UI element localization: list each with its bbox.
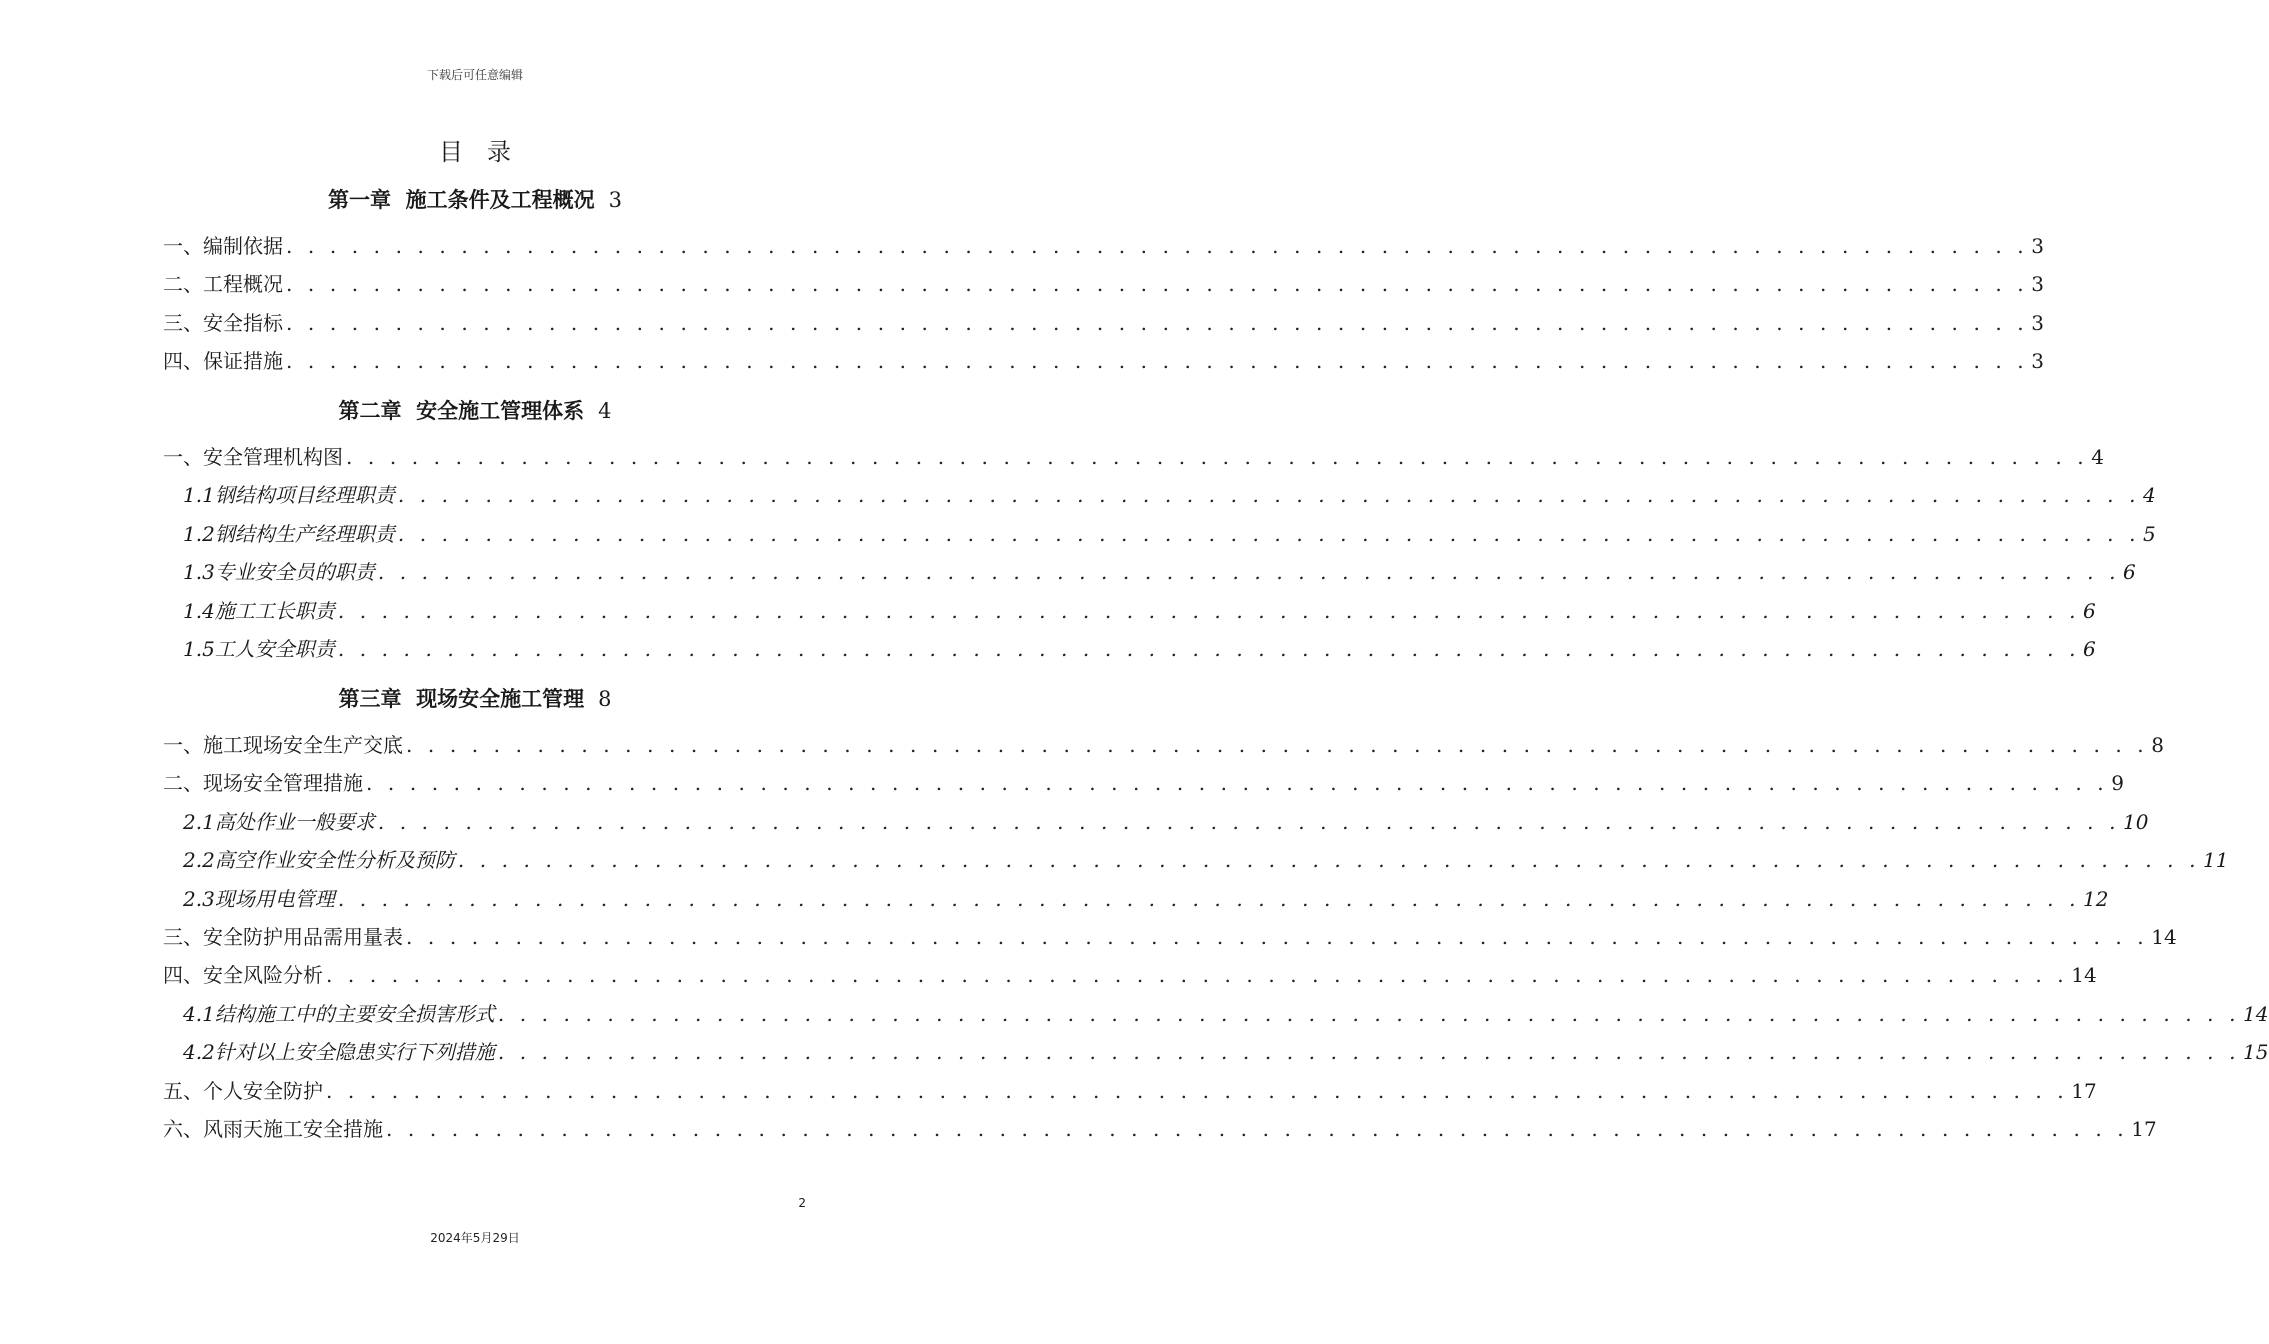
chapter-page-number: 4 [598, 399, 612, 423]
toc-subentry[interactable] [183, 634, 2096, 664]
chapter-heading[interactable] [0, 184, 950, 214]
toc-entry[interactable] [163, 1114, 2157, 1144]
dot-leader: . . . . . . . . . . . . . . . . . . . . . . . . . . . . . . . . . . . . . . . . . . . . . . . . . . . . . . . . . . . . . . . . . . . . . . . . . . . . . . . . [286, 310, 2029, 335]
chapter-title: 第一章 施工条件及工程概况 [328, 188, 595, 212]
dot-leader: . . . . . . . . . . . . . . . . . . . . . . . . . . . . . . . . . . . . . . . . . . . . . . . . . . . . . . . . . . . . . . . . . . . . . . . . . . . . . . . . [286, 349, 2029, 374]
dot-leader: . . . . . . . . . . . . . . . . . . . . . . . . . . . . . . . . . . . . . . . . . . . . . . . . . . . . . . . . . . . . . . . . . . . . . . . . . . . . . . . . [286, 234, 2029, 258]
toc-entry-label: 4.1结构施工中的主要安全损害形式 [183, 1001, 495, 1026]
toc-entry-label: 五、个人安全防护 [163, 1078, 323, 1103]
toc-entry-page: 3 [2031, 310, 2044, 335]
dot-leader: . . . . . . . . . . . . . . . . . . . . . . . . . . . . . . . . . . . . . . . . . . . . . . . . . . . . . . . . . . . . . . . . . . . . . . . . . . . . . . . . [497, 1040, 2241, 1065]
toc-entry[interactable] [163, 346, 2044, 376]
toc-entry[interactable] [163, 1076, 2097, 1106]
dot-leader: . . . . . . . . . . . . . . . . . . . . . . . . . . . . . . . . . . . . . . . . . . . . . . . . . . . . . . . . . . . . . . . . . . . . . . . . . . . . . . . . [457, 848, 2201, 873]
dot-leader: . . . . . . . . . . . . . . . . . . . . . . . . . . . . . . . . . . . . . . . . . . . . . . . . . . . . . . . . . . . . . . . . . . . . . . . . . . . . . . . . [397, 483, 2141, 508]
toc-entry-label: 一、安全管理机构图 [163, 445, 343, 469]
toc-entry-page: 6 [2123, 560, 2136, 585]
chapter-page-number: 8 [598, 687, 612, 711]
toc-title: 目录 [439, 138, 535, 166]
toc-entry[interactable] [163, 960, 2097, 990]
dot-leader: . . . . . . . . . . . . . . . . . . . . . . . . . . . . . . . . . . . . . . . . . . . . . . . . . . . . . . . . . . . . . . . . . . . . . . . . . . . . . . . . [337, 637, 2081, 661]
toc-entry-page: 4 [2091, 445, 2104, 469]
toc-entry-label: 2.2高空作业安全性分析及预防 [183, 848, 455, 873]
chapter-title: 第二章 安全施工管理体系 [338, 399, 585, 423]
toc-entry[interactable] [163, 231, 2044, 261]
toc-entry-page: 3 [2031, 349, 2044, 374]
toc-entry-page: 9 [2111, 771, 2124, 796]
dot-leader: . . . . . . . . . . . . . . . . . . . . . . . . . . . . . . . . . . . . . . . . . . . . . . . . . . . . . . . . . . . . . . . . . . . . . . . . . . . . . . . . [497, 1001, 2241, 1026]
toc-subentry[interactable] [183, 845, 2229, 875]
dot-leader: . . . . . . . . . . . . . . . . . . . . . . . . . . . . . . . . . . . . . . . . . . . . . . . . . . . . . . . . . . . . . . . . . . . . . . . . . . . . . . . . [397, 521, 2141, 546]
toc-entry-page: 3 [2031, 272, 2044, 297]
dot-leader: . . . . . . . . . . . . . . . . . . . . . . . . . . . . . . . . . . . . . . . . . . . . . . . . . . . . . . . . . . . . . . . . . . . . . . . . . . . . . . . . [406, 733, 2149, 757]
toc-subentry[interactable] [183, 596, 2096, 626]
toc-entry-page: 11 [2203, 848, 2229, 873]
toc-entry-label: 一、编制依据 [163, 234, 283, 258]
dot-leader: . . . . . . . . . . . . . . . . . . . . . . . . . . . . . . . . . . . . . . . . . . . . . . . . . . . . . . . . . . . . . . . . . . . . . . . . . . . . . . . . [366, 771, 2109, 796]
toc-entry-page: 8 [2151, 733, 2164, 757]
toc-entry-label: 1.5工人安全职责 [183, 637, 335, 661]
toc-entry-page: 3 [2031, 234, 2044, 258]
dot-leader: . . . . . . . . . . . . . . . . . . . . . . . . . . . . . . . . . . . . . . . . . . . . . . . . . . . . . . . . . . . . . . . . . . . . . . . . . . . . . . . . [346, 445, 2089, 469]
footer-date: 2024年5月29日 [430, 1231, 520, 1245]
toc-entry-label: 2.1高处作业一般要求 [183, 809, 375, 834]
toc-subentry[interactable] [183, 884, 2109, 914]
toc-entry-page: 14 [2243, 1001, 2269, 1026]
dot-leader: . . . . . . . . . . . . . . . . . . . . . . . . . . . . . . . . . . . . . . . . . . . . . . . . . . . . . . . . . . . . . . . . . . . . . . . . . . . . . . . . [337, 598, 2081, 623]
chapter-title: 第三章 现场安全施工管理 [338, 687, 585, 711]
toc-entry-label: 1.1钢结构项目经理职责 [183, 483, 395, 508]
toc-entry-page: 12 [2083, 886, 2109, 911]
dot-leader: . . . . . . . . . . . . . . . . . . . . . . . . . . . . . . . . . . . . . . . . . . . . . . . . . . . . . . . . . . . . . . . . . . . . . . . . . . . . . . . . [377, 809, 2121, 834]
toc-entry-page: 15 [2243, 1040, 2269, 1065]
toc-subentry[interactable] [183, 999, 2269, 1029]
chapter-heading[interactable] [0, 395, 950, 425]
toc-entry-label: 二、工程概况 [163, 272, 283, 297]
toc-entry[interactable] [163, 442, 2104, 472]
toc-entry-page: 14 [2151, 925, 2177, 949]
toc-entry-label: 三、安全指标 [163, 310, 283, 335]
toc-entry[interactable] [163, 308, 2044, 338]
toc-entry-label: 1.3专业安全员的职责 [183, 560, 375, 585]
toc-entry-label: 二、现场安全管理措施 [163, 771, 363, 796]
dot-leader: . . . . . . . . . . . . . . . . . . . . . . . . . . . . . . . . . . . . . . . . . . . . . . . . . . . . . . . . . . . . . . . . . . . . . . . . . . . . . . . . [386, 1117, 2129, 1141]
toc-entry-label: 六、风雨天施工安全措施 [163, 1117, 383, 1141]
toc-entry-label: 2.3现场用电管理 [183, 886, 335, 911]
toc-subentry[interactable] [183, 1037, 2269, 1067]
toc-entry-page: 6 [2083, 637, 2096, 661]
toc-entry-page: 6 [2083, 598, 2096, 623]
toc-entry[interactable] [163, 768, 2124, 798]
toc-entry-page: 17 [2071, 1078, 2097, 1103]
header-note: 下载后可任意编辑 [426, 68, 523, 82]
toc-entry[interactable] [163, 922, 2177, 952]
dot-leader: . . . . . . . . . . . . . . . . . . . . . . . . . . . . . . . . . . . . . . . . . . . . . . . . . . . . . . . . . . . . . . . . . . . . . . . . . . . . . . . . [326, 1078, 2069, 1103]
toc-entry[interactable] [163, 730, 2164, 760]
dot-leader: . . . . . . . . . . . . . . . . . . . . . . . . . . . . . . . . . . . . . . . . . . . . . . . . . . . . . . . . . . . . . . . . . . . . . . . . . . . . . . . . [337, 886, 2081, 911]
chapter-heading[interactable] [0, 683, 950, 713]
dot-leader: . . . . . . . . . . . . . . . . . . . . . . . . . . . . . . . . . . . . . . . . . . . . . . . . . . . . . . . . . . . . . . . . . . . . . . . . . . . . . . . . [326, 963, 2069, 988]
chapter-page-number: 3 [608, 188, 622, 212]
toc-entry-page: 14 [2071, 963, 2097, 988]
toc-subentry[interactable] [183, 519, 2156, 549]
toc-entry-label: 1.2钢结构生产经理职责 [183, 521, 395, 546]
toc-entry-page: 10 [2123, 809, 2149, 834]
toc-entry-label: 四、保证措施 [163, 349, 283, 374]
toc-entry-page: 17 [2131, 1117, 2157, 1141]
dot-leader: . . . . . . . . . . . . . . . . . . . . . . . . . . . . . . . . . . . . . . . . . . . . . . . . . . . . . . . . . . . . . . . . . . . . . . . . . . . . . . . . [286, 272, 2029, 297]
toc-subentry[interactable] [183, 807, 2149, 837]
dot-leader: . . . . . . . . . . . . . . . . . . . . . . . . . . . . . . . . . . . . . . . . . . . . . . . . . . . . . . . . . . . . . . . . . . . . . . . . . . . . . . . . [377, 560, 2121, 585]
page-number: 2 [798, 1196, 806, 1210]
toc-entry[interactable] [163, 269, 2044, 299]
toc-entry-label: 三、安全防护用品需用量表 [163, 925, 403, 949]
toc-entry-label: 四、安全风险分析 [163, 963, 323, 988]
toc-subentry[interactable] [183, 480, 2156, 510]
toc-entry-label: 一、施工现场安全生产交底 [163, 733, 403, 757]
dot-leader: . . . . . . . . . . . . . . . . . . . . . . . . . . . . . . . . . . . . . . . . . . . . . . . . . . . . . . . . . . . . . . . . . . . . . . . . . . . . . . . . [406, 925, 2149, 949]
toc-entry-page: 4 [2143, 483, 2156, 508]
toc-entry-label: 4.2针对以上安全隐患实行下列措施 [183, 1040, 495, 1065]
toc-entry-page: 5 [2143, 521, 2156, 546]
toc-subentry[interactable] [183, 557, 2136, 587]
toc-entry-label: 1.4施工工长职责 [183, 598, 335, 623]
